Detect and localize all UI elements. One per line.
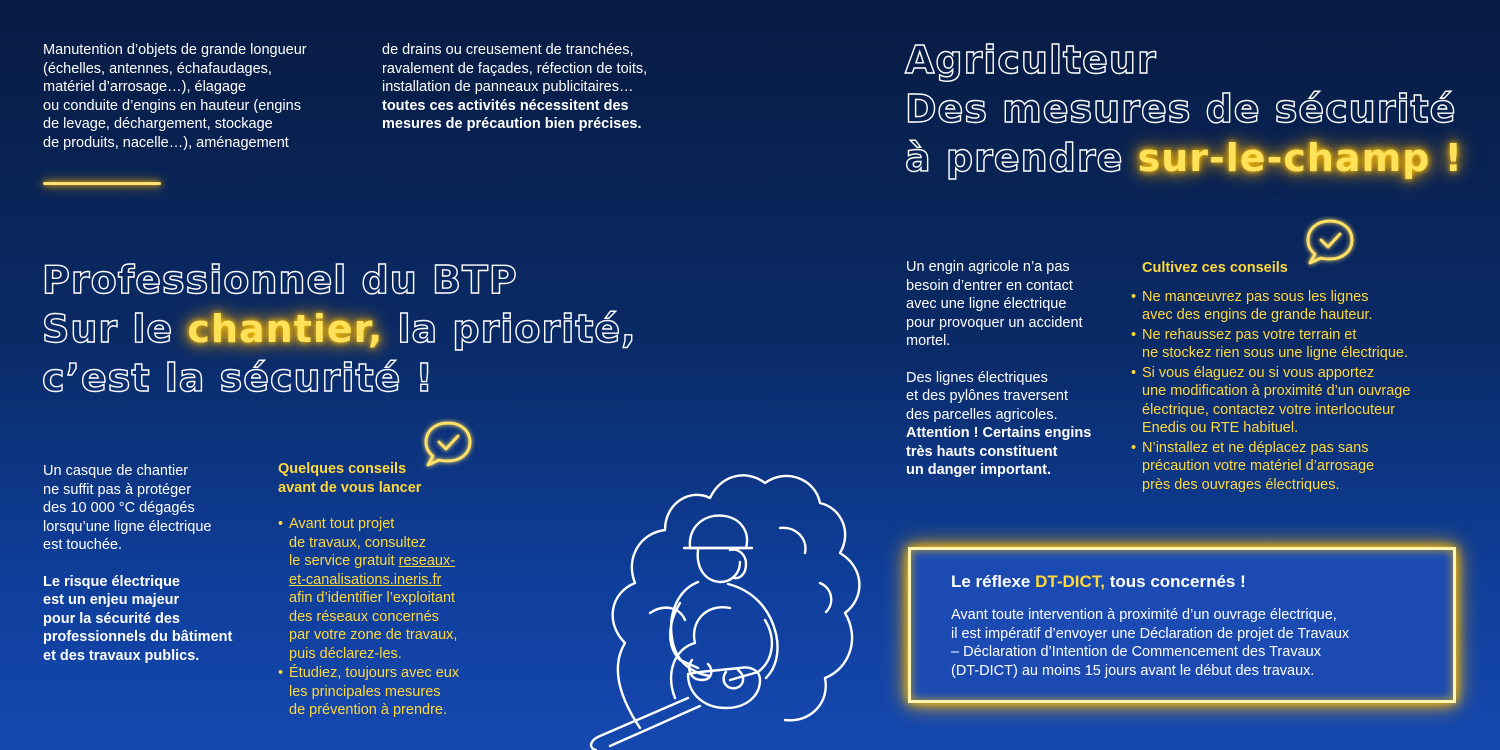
btp-title-highlight: chantier, xyxy=(187,307,384,351)
btp-title-line2 xyxy=(42,305,637,354)
btp-title-line1: Professionnel du BTP xyxy=(42,258,518,302)
agri-tip xyxy=(1131,288,1461,325)
intro-col1-line: ou conduite d’engins en hauteur (engins xyxy=(43,97,301,114)
intro-col2-line: ravalement de façades, réfection de toits, xyxy=(382,60,648,77)
agri-tip-line: N’installez et ne déplacez pas sans xyxy=(1142,439,1369,456)
agri-title-line1: Agriculteur xyxy=(905,38,1157,82)
lumberjack-illustration xyxy=(580,398,870,750)
glow-divider xyxy=(43,182,161,185)
agri-title xyxy=(905,36,1463,183)
agri-body-line: mortel. xyxy=(906,333,951,349)
intro-col1-line: (échelles, antennes, échafaudages, xyxy=(43,60,272,77)
btp-title xyxy=(42,256,637,403)
intro-col2 xyxy=(382,41,722,134)
btp-tip-line: par votre zone de travaux, xyxy=(289,627,458,643)
btp-tip-line: afin d’identifier l’exploitant xyxy=(289,590,456,606)
dt-dict-title-highlight: DT-DICT, xyxy=(1035,572,1105,591)
btp-tip-line: les principales mesures xyxy=(289,683,441,700)
btp-tip-2 xyxy=(278,664,488,720)
btp-body-bold-line: professionnels du bâtiment xyxy=(43,629,233,645)
dt-dict-line: – Déclaration d’Intention de Commencement des Travaux xyxy=(951,644,1321,660)
btp-body-bold-line: Le risque électrique xyxy=(43,573,180,590)
agri-tip-line: Ne rehaussez pas votre terrain et xyxy=(1142,326,1357,343)
btp-tip-line: le service gratuit xyxy=(289,553,399,569)
btp-body-line: ne suffit pas à protéger xyxy=(43,481,192,498)
btp-body-line: des 10 000 °C dégagés xyxy=(43,500,195,516)
agri-title-line3 xyxy=(905,134,1463,183)
agri-body xyxy=(906,258,1116,480)
btp-tip-line: Étudiez, toujours avec eux xyxy=(289,665,460,681)
dt-dict-line: (DT-DICT) au moins 15 jours avant le début des travaux. xyxy=(951,662,1315,679)
btp-tip-line: de prévention à prendre. xyxy=(289,702,447,718)
agri-tip-line: ne stockez rien sous une ligne électrique. xyxy=(1142,345,1408,361)
agri-tip-line: Si vous élaguez ou si vous apportez xyxy=(1142,364,1375,381)
agri-tip xyxy=(1131,364,1461,438)
agri-tips-title: Cultivez ces conseils xyxy=(1142,260,1288,276)
btp-tip-line: de travaux, consultez xyxy=(289,534,427,551)
btp-tip-line: puis déclarez-les. xyxy=(289,645,402,662)
agri-body-line: des parcelles agricoles. xyxy=(906,406,1058,423)
agri-tip-line: Enedis ou RTE habituel. xyxy=(1142,420,1299,436)
agri-body-bold-line: Attention ! Certains engins xyxy=(906,425,1092,441)
intro-col2-bold-line: mesures de précaution bien précises. xyxy=(382,116,642,132)
btp-body-line: est touchée. xyxy=(43,537,122,553)
dt-dict-title-post: tous concernés ! xyxy=(1105,572,1246,591)
btp-tips-title: Quelques conseils xyxy=(278,461,407,477)
agri-title-pre: à prendre xyxy=(905,136,1138,180)
agri-title-line2: Des mesures de sécurité xyxy=(905,87,1457,131)
dt-dict-body xyxy=(951,606,1441,680)
agri-body-line: avec une ligne électrique xyxy=(906,296,1067,312)
btp-tip-1 xyxy=(278,515,488,663)
btp-tip-line: des réseaux concernés xyxy=(289,608,439,625)
btp-tips-title: avant de vous lancer xyxy=(278,479,422,496)
intro-col1-line: Manutention d’objets de grande longueur xyxy=(43,42,307,58)
agri-body-line: Un engin agricole n’a pas xyxy=(906,259,1070,275)
btp-title-post: la priorité, xyxy=(383,307,637,351)
dt-dict-title-pre: Le réflexe xyxy=(951,572,1036,591)
agri-body-bold-line: très hauts constituent xyxy=(906,443,1058,460)
agri-body-line: besoin d’entrer en contact xyxy=(906,277,1073,294)
btp-body-line: Un casque de chantier xyxy=(43,463,189,479)
agri-tip-line: précaution votre matériel d’arrosage xyxy=(1142,458,1375,474)
btp-tips xyxy=(278,460,488,721)
btp-tip-line: Avant tout projet xyxy=(289,516,395,532)
agri-body-bold-line: un danger important. xyxy=(906,462,1051,478)
dt-dict-title xyxy=(951,571,1431,593)
intro-col1-line: de produits, nacelle…), aménagement xyxy=(43,134,289,151)
btp-title-pre: Sur le xyxy=(42,307,188,351)
intro-col2-line: de drains ou creusement de tranchées, xyxy=(382,42,634,58)
dt-dict-line: il est impératif d’envoyer une Déclaration de projet de Travaux xyxy=(951,625,1350,642)
ineris-link[interactable]: et-canalisations.ineris.fr xyxy=(289,571,442,588)
intro-col2-bold-line: toutes ces activités nécessitent des xyxy=(382,97,629,114)
agri-tip-line: près des ouvrages électriques. xyxy=(1142,476,1340,493)
btp-body-bold-line: est un enjeu majeur xyxy=(43,592,180,608)
btp-body-bold-line: pour la sécurité des xyxy=(43,610,180,627)
agri-body-line: Des lignes électriques xyxy=(906,369,1048,386)
btp-title-line3: c’est la sécurité ! xyxy=(42,356,434,400)
agri-tip xyxy=(1131,326,1461,363)
agri-body-line: et des pylônes traversent xyxy=(906,388,1069,404)
agri-tip-line: Ne manœuvrez pas sous les lignes xyxy=(1142,288,1369,305)
ineris-link[interactable]: reseaux- xyxy=(398,553,456,569)
btp-body-bold-line: et des travaux publics. xyxy=(43,647,200,664)
intro-col1 xyxy=(43,41,373,152)
intro-col2-line: installation de panneaux publicitaires… xyxy=(382,79,634,95)
agri-tip-line: une modification à proximité d’un ouvrage xyxy=(1142,383,1411,399)
agri-body-line: pour provoquer un accident xyxy=(906,314,1083,331)
agri-title-highlight: sur-le-champ ! xyxy=(1137,136,1463,180)
dt-dict-line: Avant toute intervention à proximité d’un ouvrage électrique, xyxy=(951,607,1337,623)
agri-tip-line: électrique, contactez votre interlocuteur xyxy=(1142,401,1396,418)
agri-tip-line: avec des engins de grande hauteur. xyxy=(1142,307,1373,323)
intro-col1-line: de levage, déchargement, stockage xyxy=(43,116,273,132)
intro-col1-line: matériel d’arrosage…), élagage xyxy=(43,79,247,95)
agri-tip xyxy=(1131,439,1461,495)
agri-tips xyxy=(1131,259,1461,495)
btp-body-line: lorsqu’une ligne électrique xyxy=(43,518,212,535)
btp-body xyxy=(43,462,263,665)
